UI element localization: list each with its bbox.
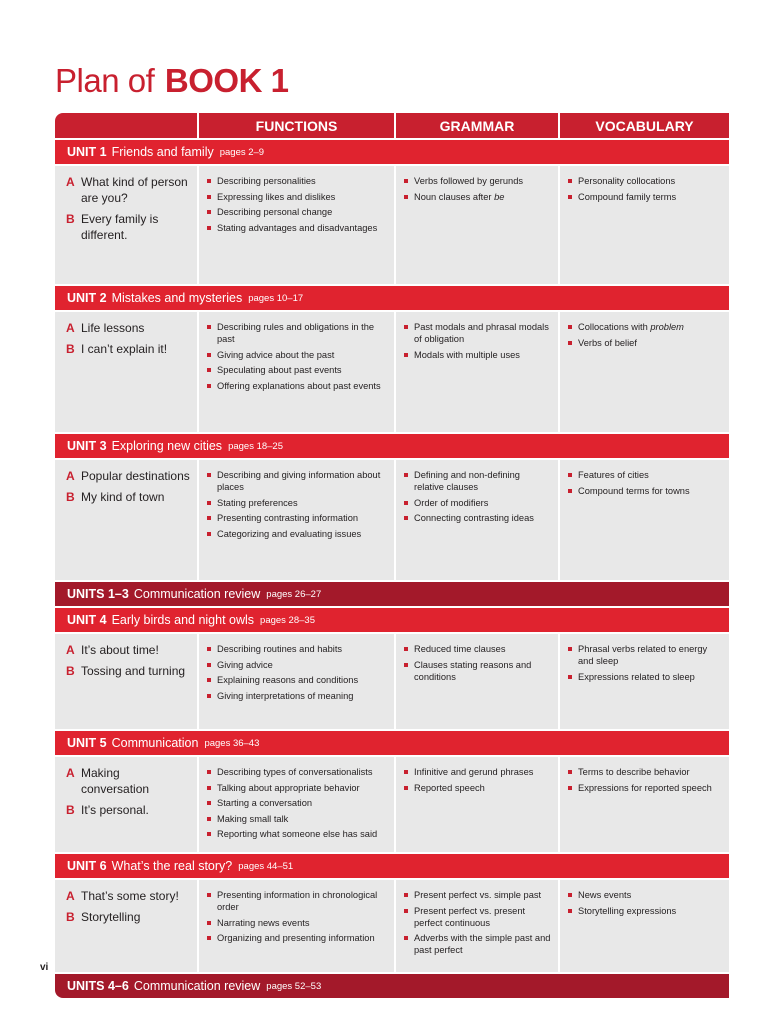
grammar-item: Modals with multiple uses <box>403 349 552 361</box>
grammar-item: Present perfect vs. simple past <box>403 889 552 901</box>
functions-item: Stating advantages and disadvantages <box>206 222 388 234</box>
functions-item: Giving advice about the past <box>206 349 388 361</box>
vocabulary-list <box>567 766 723 794</box>
page-title <box>55 62 288 100</box>
lessons-cell <box>55 634 197 729</box>
lesson-letter: A <box>66 643 75 657</box>
lesson-letter: B <box>66 803 75 817</box>
functions-item: Describing routines and habits <box>206 643 388 655</box>
lesson-title: Making conversation <box>81 766 150 796</box>
column-header-vocabulary: VOCABULARY <box>560 113 729 138</box>
unit-title: Communication <box>111 736 199 750</box>
lesson-item <box>66 341 191 357</box>
grammar-cell <box>396 312 558 432</box>
functions-cell <box>199 460 394 580</box>
lesson-letter: B <box>66 910 75 924</box>
lesson-title: It’s personal. <box>81 803 149 817</box>
vocabulary-list <box>567 889 723 917</box>
functions-cell <box>199 634 394 729</box>
unit-bar <box>55 854 729 878</box>
lesson-letter: A <box>66 175 75 189</box>
lesson-title: It’s about time! <box>81 643 159 657</box>
vocabulary-list <box>567 469 723 497</box>
lesson-item <box>66 174 191 206</box>
lesson-letter: A <box>66 469 75 483</box>
vocabulary-item: News events <box>567 889 723 901</box>
lesson-item <box>66 642 191 658</box>
grammar-cell <box>396 460 558 580</box>
unit-title: Early birds and night owls <box>111 613 255 627</box>
vocabulary-item: Phrasal verbs related to energy and sleep <box>567 643 723 667</box>
lesson-letter: A <box>66 889 75 903</box>
unit-body <box>55 166 729 284</box>
unit-body <box>55 634 729 729</box>
vocabulary-cell <box>560 166 729 284</box>
grammar-item: Order of modifiers <box>403 497 552 509</box>
functions-item: Offering explanations about past events <box>206 380 388 392</box>
vocabulary-item: Compound terms for towns <box>567 485 723 497</box>
lessons-cell <box>55 880 197 972</box>
unit-label: UNIT 6 <box>67 859 107 873</box>
grammar-item: Clauses stating reasons and conditions <box>403 659 552 683</box>
grammar-list <box>403 643 552 683</box>
functions-item: Presenting contrasting information <box>206 512 388 524</box>
unit-bar <box>55 731 729 755</box>
vocabulary-cell <box>560 880 729 972</box>
unit-body <box>55 880 729 972</box>
lesson-item <box>66 663 191 679</box>
review-pages: pages 26–27 <box>266 588 322 600</box>
functions-list <box>206 766 388 840</box>
grammar-item: Reduced time clauses <box>403 643 552 655</box>
page-title-bold: BOOK 1 <box>164 62 289 99</box>
lesson-item <box>66 802 191 818</box>
functions-item: Describing rules and obligations in the past <box>206 321 388 345</box>
functions-item: Giving advice <box>206 659 388 671</box>
review-label: UNITS 4–6 <box>67 979 129 993</box>
vocabulary-cell <box>560 460 729 580</box>
grammar-cell <box>396 166 558 284</box>
vocabulary-item: Personality collocations <box>567 175 723 187</box>
vocabulary-item: Verbs of belief <box>567 337 723 349</box>
vocabulary-item: Collocations with problem <box>567 321 723 333</box>
lesson-item <box>66 888 191 904</box>
grammar-list <box>403 889 552 956</box>
lesson-title: Life lessons <box>81 321 145 335</box>
lesson-item <box>66 489 191 505</box>
unit-pages: pages 2–9 <box>219 146 265 158</box>
unit-body <box>55 460 729 580</box>
lesson-title: Every family is different. <box>81 212 159 242</box>
unit-pages: pages 36–43 <box>204 737 260 749</box>
unit-pages: pages 18–25 <box>228 440 284 452</box>
functions-item: Presenting information in chronological order <box>206 889 388 913</box>
vocabulary-list <box>567 643 723 683</box>
functions-item: Making small talk <box>206 813 388 825</box>
functions-cell <box>199 166 394 284</box>
unit-title: Mistakes and mysteries <box>111 291 243 305</box>
unit-body <box>55 312 729 432</box>
grammar-item: Infinitive and gerund phrases <box>403 766 552 778</box>
lesson-letter: B <box>66 212 75 226</box>
emphasis-word: problem <box>650 322 684 332</box>
plan-table <box>55 113 729 998</box>
vocabulary-cell <box>560 312 729 432</box>
grammar-item: Reported speech <box>403 782 552 794</box>
page-number: vi <box>40 962 49 973</box>
vocabulary-item: Expressions for reported speech <box>567 782 723 794</box>
vocabulary-list <box>567 175 723 203</box>
lesson-title: Storytelling <box>81 910 141 924</box>
grammar-cell <box>396 757 558 852</box>
functions-item: Stating preferences <box>206 497 388 509</box>
functions-item: Categorizing and evaluating issues <box>206 528 388 540</box>
functions-cell <box>199 757 394 852</box>
functions-item: Explaining reasons and conditions <box>206 674 388 686</box>
functions-list <box>206 175 388 234</box>
vocabulary-item: Compound family terms <box>567 191 723 203</box>
functions-item: Expressing likes and dislikes <box>206 191 388 203</box>
unit-title: Friends and family <box>111 145 214 159</box>
column-header-blank <box>55 113 197 138</box>
functions-item: Speculating about past events <box>206 364 388 376</box>
lesson-item <box>66 468 191 484</box>
lesson-letter: A <box>66 321 75 335</box>
grammar-cell <box>396 634 558 729</box>
column-header-functions: FUNCTIONS <box>199 113 394 138</box>
lesson-title: I can’t explain it! <box>81 342 168 356</box>
functions-cell <box>199 312 394 432</box>
review-title: Communication review <box>133 587 261 601</box>
vocabulary-item: Expressions related to sleep <box>567 671 723 683</box>
review-bar <box>55 582 729 606</box>
vocabulary-item: Storytelling expressions <box>567 905 723 917</box>
unit-title: What’s the real story? <box>111 859 233 873</box>
unit-bar <box>55 140 729 164</box>
vocabulary-list <box>567 321 723 349</box>
grammar-list <box>403 766 552 794</box>
lesson-title: What kind of person are you? <box>81 175 188 205</box>
lessons-cell <box>55 166 197 284</box>
unit-pages: pages 10–17 <box>248 292 304 304</box>
functions-item: Organizing and presenting information <box>206 932 388 944</box>
functions-list <box>206 643 388 702</box>
review-pages: pages 52–53 <box>266 980 322 992</box>
lesson-title: That’s some story! <box>81 889 179 903</box>
review-bar <box>55 974 729 998</box>
grammar-item: Connecting contrasting ideas <box>403 512 552 524</box>
lesson-item <box>66 765 191 797</box>
lessons-cell <box>55 460 197 580</box>
lesson-title: Tossing and turning <box>81 664 186 678</box>
functions-cell <box>199 880 394 972</box>
functions-list <box>206 469 388 540</box>
review-label: UNITS 1–3 <box>67 587 129 601</box>
vocabulary-item: Features of cities <box>567 469 723 481</box>
unit-pages: pages 28–35 <box>260 614 315 626</box>
grammar-list <box>403 469 552 524</box>
grammar-item: Present perfect vs. present perfect continuous <box>403 905 552 929</box>
unit-label: UNIT 4 <box>67 613 107 627</box>
vocabulary-cell <box>560 757 729 852</box>
review-title: Communication review <box>133 979 261 993</box>
unit-rows <box>55 140 729 998</box>
lesson-item <box>66 909 191 925</box>
unit-label: UNIT 5 <box>67 736 107 750</box>
grammar-list <box>403 175 552 203</box>
lessons-cell <box>55 312 197 432</box>
functions-item: Describing types of conversationalists <box>206 766 388 778</box>
vocabulary-cell <box>560 634 729 729</box>
unit-label: UNIT 3 <box>67 439 107 453</box>
grammar-item: Past modals and phrasal modals of obligation <box>403 321 552 345</box>
vocabulary-item: Terms to describe behavior <box>567 766 723 778</box>
unit-label: UNIT 1 <box>67 145 107 159</box>
grammar-item: Defining and non-defining relative clauses <box>403 469 552 493</box>
lesson-title: Popular destinations <box>81 469 190 483</box>
functions-list <box>206 321 388 392</box>
functions-item: Reporting what someone else has said <box>206 828 388 840</box>
unit-bar <box>55 434 729 458</box>
functions-item: Describing and giving information about places <box>206 469 388 493</box>
lessons-cell <box>55 757 197 852</box>
grammar-cell <box>396 880 558 972</box>
unit-bar <box>55 608 729 632</box>
grammar-item: Adverbs with the simple past and past perfect <box>403 932 552 956</box>
lesson-letter: A <box>66 766 75 780</box>
unit-bar <box>55 286 729 310</box>
functions-item: Starting a conversation <box>206 797 388 809</box>
unit-title: Exploring new cities <box>111 439 223 453</box>
functions-item: Talking about appropriate behavior <box>206 782 388 794</box>
lesson-item <box>66 320 191 336</box>
lesson-letter: B <box>66 342 75 356</box>
functions-item: Describing personalities <box>206 175 388 187</box>
unit-pages: pages 44–51 <box>238 860 294 872</box>
grammar-list <box>403 321 552 361</box>
functions-item: Narrating news events <box>206 917 388 929</box>
functions-item: Describing personal change <box>206 206 388 218</box>
unit-body <box>55 757 729 852</box>
functions-list <box>206 889 388 944</box>
page-title-light: Plan of <box>55 62 155 99</box>
column-header-row <box>55 113 729 138</box>
column-header-grammar: GRAMMAR <box>396 113 558 138</box>
lesson-letter: B <box>66 490 75 504</box>
grammar-item: Verbs followed by gerunds <box>403 175 552 187</box>
emphasis-word: be <box>494 191 505 202</box>
unit-label: UNIT 2 <box>67 291 107 305</box>
grammar-item: Noun clauses after be <box>403 191 552 203</box>
functions-item: Giving interpretations of meaning <box>206 690 388 702</box>
lesson-letter: B <box>66 664 75 678</box>
lesson-title: My kind of town <box>81 490 165 504</box>
lesson-item <box>66 211 191 243</box>
